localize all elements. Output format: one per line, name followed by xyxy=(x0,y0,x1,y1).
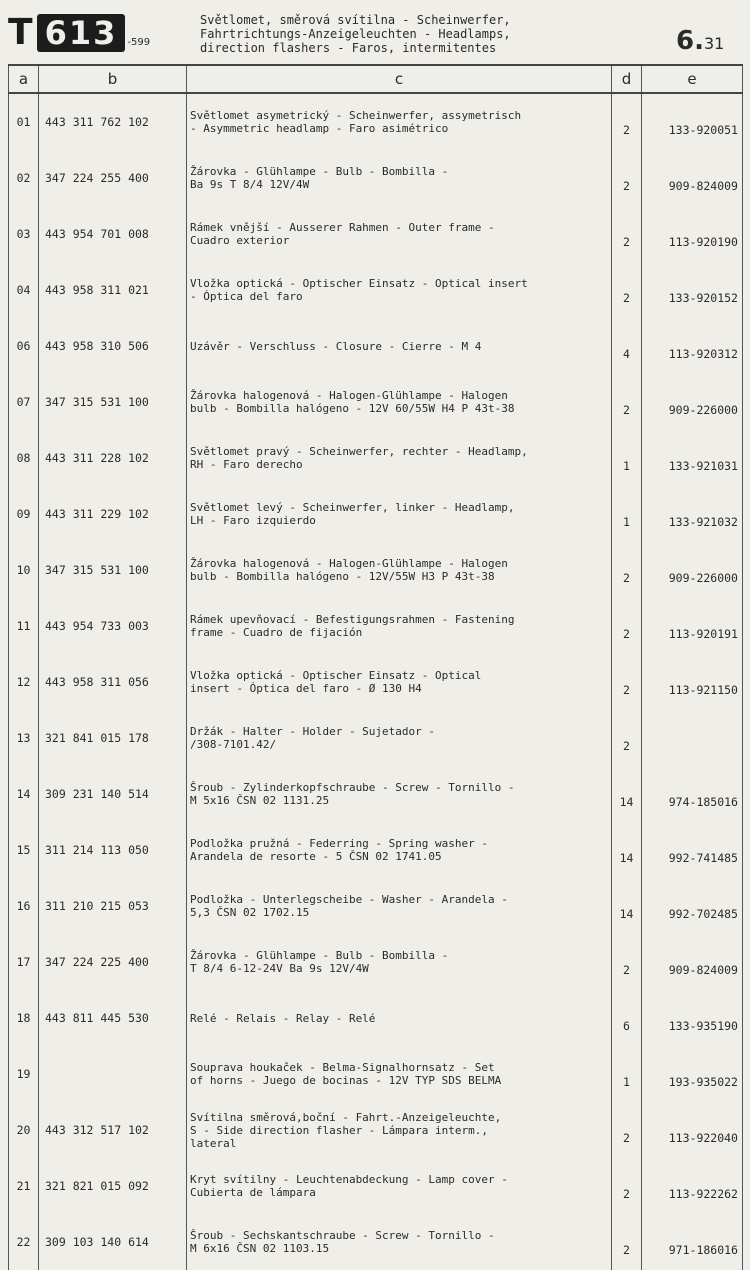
description-line: Žárovka halogenová - Halogen-Glühlampe - Halogen xyxy=(190,389,508,402)
catalog-number-cell: 992-702485 xyxy=(642,878,743,934)
part-number-cell: 347 315 531 100 xyxy=(39,542,187,598)
description-line: insert - Óptica del faro - Ø 130 H4 xyxy=(190,682,422,695)
part-number-cell: 347 224 255 400 xyxy=(39,150,187,206)
position-cell: 11 xyxy=(9,598,39,654)
part-number-cell xyxy=(39,1046,187,1102)
table-row xyxy=(9,598,743,654)
table-row xyxy=(9,878,743,934)
quantity-cell: 2 xyxy=(612,710,642,766)
position-cell: 07 xyxy=(9,374,39,430)
table-row xyxy=(9,934,743,990)
catalog-number-cell: 133-920152 xyxy=(642,262,743,318)
catalog-number-cell xyxy=(642,710,743,766)
description-line: bulb - Bombilla halógeno - 12V 60/55W H4 P 43t-38 xyxy=(190,402,515,415)
part-number-cell: 443 958 311 021 xyxy=(39,262,187,318)
col-header-d: d xyxy=(612,65,642,93)
table-header-row xyxy=(9,65,743,93)
part-number-cell: 443 958 310 506 xyxy=(39,318,187,374)
logo-letter: T xyxy=(8,12,33,53)
quantity-cell: 2 xyxy=(612,206,642,262)
table-row xyxy=(9,766,743,822)
description-line: Držák - Halter - Holder - Sujetador - xyxy=(190,725,436,738)
position-cell: 12 xyxy=(9,654,39,710)
col-header-b: b xyxy=(39,65,187,93)
part-number-cell: 443 311 228 102 xyxy=(39,430,187,486)
description-line: Vložka optická - Optischer Einsatz - Optical insert xyxy=(190,277,528,290)
position-cell: 09 xyxy=(9,486,39,542)
quantity-cell: 2 xyxy=(612,1214,642,1270)
description-cell xyxy=(187,822,612,878)
description-line: LH - Faro izquierdo xyxy=(190,514,316,527)
part-number-cell: 443 958 311 056 xyxy=(39,654,187,710)
description-line: Žárovka - Glühlampe - Bulb - Bombilla - xyxy=(190,949,449,962)
table-row xyxy=(9,318,743,374)
description-cell xyxy=(187,1102,612,1158)
page-sub: 31 xyxy=(703,34,725,53)
description-line: frame - Cuadro de fijación xyxy=(190,626,363,639)
catalog-number-cell: 113-922262 xyxy=(642,1158,743,1214)
description-cell xyxy=(187,206,612,262)
catalog-number-cell: 909-226000 xyxy=(642,542,743,598)
description-cell xyxy=(187,486,612,542)
table-row xyxy=(9,206,743,262)
description-line: Vložka optická - Optischer Einsatz - Optical xyxy=(190,669,482,682)
description-line: Rámek upevňovací - Befestigungsrahmen - Fastening xyxy=(190,613,515,626)
col-header-a: a xyxy=(9,65,39,93)
table-row xyxy=(9,1046,743,1102)
description-line: Světlomet levý - Scheinwerfer, linker - Headlamp, xyxy=(190,501,515,514)
description-line: Relé - Relais - Relay - Relé xyxy=(190,1011,376,1025)
quantity-cell: 2 xyxy=(612,1158,642,1214)
description-line: Ba 9s T 8/4 12V/4W xyxy=(190,178,310,191)
description-line: S - Side direction flasher - Lámpara interm., xyxy=(190,1123,489,1137)
catalog-number-cell: 909-824009 xyxy=(642,150,743,206)
catalog-number-cell: 193-935022 xyxy=(642,1046,743,1102)
description-line: Podložka - Unterlegscheibe - Washer - Arandela - xyxy=(190,893,508,906)
quantity-cell: 14 xyxy=(612,878,642,934)
part-number-cell: 443 954 733 003 xyxy=(39,598,187,654)
quantity-cell: 2 xyxy=(612,262,642,318)
description-cell xyxy=(187,318,612,374)
catalog-number-cell: 113-922040 xyxy=(642,1102,743,1158)
description-cell xyxy=(187,1214,612,1270)
table-row xyxy=(9,710,743,766)
quantity-cell: 2 xyxy=(612,934,642,990)
part-number-cell: 347 224 225 400 xyxy=(39,934,187,990)
description-line: Žárovka - Glühlampe - Bulb - Bombilla - xyxy=(190,165,449,178)
table-row xyxy=(9,990,743,1046)
description-line: Šroub - Zylinderkopfschraube - Screw - Tornillo - xyxy=(190,781,515,794)
position-cell: 13 xyxy=(9,710,39,766)
page-main: 6. xyxy=(676,26,704,56)
description-line: Svítilna směrová,boční - Fahrt.-Anzeigeleuchte, xyxy=(190,1110,502,1124)
col-header-e: e xyxy=(642,65,743,93)
quantity-cell: 2 xyxy=(612,374,642,430)
position-cell: 15 xyxy=(9,822,39,878)
catalog-number-cell: 133-920051 xyxy=(642,93,743,150)
table-row xyxy=(9,93,743,150)
description-line: Šroub - Sechskantschraube - Screw - Tornillo - xyxy=(190,1229,495,1242)
description-line: bulb - Bombilla halógeno - 12V/55W H3 P 43t-38 xyxy=(190,570,495,583)
position-cell: 20 xyxy=(9,1102,39,1158)
table-row xyxy=(9,654,743,710)
quantity-cell: 2 xyxy=(612,598,642,654)
description-line: Kryt svítilny - Leuchtenabdeckung - Lamp cover - xyxy=(190,1173,508,1186)
position-cell: 16 xyxy=(9,878,39,934)
description-line: Rámek vnější - Ausserer Rahmen - Outer frame - xyxy=(190,221,495,234)
part-number-cell: 311 214 113 050 xyxy=(39,822,187,878)
quantity-cell: 2 xyxy=(612,150,642,206)
table-row xyxy=(9,262,743,318)
quantity-cell: 1 xyxy=(612,486,642,542)
quantity-cell: 4 xyxy=(612,318,642,374)
description-line: Cuadro exterior xyxy=(190,234,290,247)
description-cell xyxy=(187,598,612,654)
description-line: Světlomet pravý - Scheinwerfer, rechter - Headlamp, xyxy=(190,445,528,458)
title-line: Fahrtrichtungs-Anzeigeleuchten - Headlamps, xyxy=(200,27,511,41)
description-line: M 5x16 ČSN 02 1131.25 xyxy=(190,794,330,807)
table-row xyxy=(9,486,743,542)
description-line: Cubierta de lámpara xyxy=(190,1186,316,1199)
description-line: - Óptica del faro xyxy=(190,290,303,303)
part-number-cell: 321 821 015 092 xyxy=(39,1158,187,1214)
description-cell xyxy=(187,710,612,766)
page-header xyxy=(0,0,750,62)
description-cell xyxy=(187,878,612,934)
part-number-cell: 347 315 531 100 xyxy=(39,374,187,430)
table-row xyxy=(9,150,743,206)
description-cell xyxy=(187,542,612,598)
description-cell xyxy=(187,374,612,430)
part-number-cell: 443 811 445 530 xyxy=(39,990,187,1046)
catalog-number-cell: 133-921031 xyxy=(642,430,743,486)
quantity-cell: 6 xyxy=(612,990,642,1046)
catalog-number-cell: 113-921150 xyxy=(642,654,743,710)
description-cell xyxy=(187,150,612,206)
description-line: RH - Faro derecho xyxy=(190,458,303,471)
quantity-cell: 2 xyxy=(612,542,642,598)
position-cell: 19 xyxy=(9,1046,39,1102)
part-number-cell: 443 312 517 102 xyxy=(39,1102,187,1158)
quantity-cell: 1 xyxy=(612,430,642,486)
position-cell: 01 xyxy=(9,93,39,150)
parts-table xyxy=(8,64,743,1270)
catalog-number-cell: 133-935190 xyxy=(642,990,743,1046)
description-cell xyxy=(187,430,612,486)
description-line: /308-7101.42/ xyxy=(190,738,277,751)
description-line: lateral xyxy=(190,1136,237,1150)
part-number-cell: 443 311 229 102 xyxy=(39,486,187,542)
description-cell xyxy=(187,934,612,990)
catalog-number-cell: 974-185016 xyxy=(642,766,743,822)
part-number-cell: 443 311 762 102 xyxy=(39,93,187,150)
description-line: Světlomet asymetrický - Scheinwerfer, assymetrisch xyxy=(190,109,522,122)
table-row xyxy=(9,430,743,486)
catalog-number-cell: 113-920191 xyxy=(642,598,743,654)
part-number-cell: 309 231 140 514 xyxy=(39,766,187,822)
description-cell xyxy=(187,262,612,318)
quantity-cell: 2 xyxy=(612,1102,642,1158)
table-row xyxy=(9,542,743,598)
part-number-cell: 321 841 015 178 xyxy=(39,710,187,766)
position-cell: 18 xyxy=(9,990,39,1046)
catalog-number-cell: 113-920190 xyxy=(642,206,743,262)
description-line: T 8/4 6-12-24V Ba 9s 12V/4W xyxy=(190,962,369,975)
quantity-cell: 1 xyxy=(612,1046,642,1102)
catalog-number-cell: 992-741485 xyxy=(642,822,743,878)
description-line: Uzávěr - Verschluss - Closure - Cierre - M 4 xyxy=(190,339,482,353)
catalog-number-cell: 133-921032 xyxy=(642,486,743,542)
position-cell: 10 xyxy=(9,542,39,598)
position-cell: 22 xyxy=(9,1214,39,1270)
table-row xyxy=(9,1214,743,1270)
quantity-cell: 2 xyxy=(612,93,642,150)
position-cell: 04 xyxy=(9,262,39,318)
table-row xyxy=(9,1158,743,1214)
description-cell xyxy=(187,1046,612,1102)
description-cell xyxy=(187,990,612,1046)
part-number-cell: 443 954 701 008 xyxy=(39,206,187,262)
part-number-cell: 309 103 140 614 xyxy=(39,1214,187,1270)
logo-suffix: -599 xyxy=(127,36,151,48)
position-cell: 02 xyxy=(9,150,39,206)
description-line: Žárovka halogenová - Halogen-Glühlampe - Halogen xyxy=(190,557,508,570)
quantity-cell: 14 xyxy=(612,766,642,822)
position-cell: 14 xyxy=(9,766,39,822)
page-number xyxy=(676,26,724,56)
description-line: - Asymmetric headlamp - Faro asimétrico xyxy=(190,122,449,135)
position-cell: 08 xyxy=(9,430,39,486)
section-title xyxy=(200,13,600,55)
quantity-cell: 2 xyxy=(612,654,642,710)
catalog-number-cell: 909-226000 xyxy=(642,374,743,430)
table-row xyxy=(9,822,743,878)
description-line: Souprava houkaček - Belma-Signalhornsatz - Set xyxy=(190,1061,495,1074)
part-number-cell: 311 210 215 053 xyxy=(39,878,187,934)
description-line: 5,3 ČSN 02 1702.15 xyxy=(190,906,310,919)
title-line: direction flashers - Faros, intermitentes xyxy=(200,41,497,55)
description-line: Arandela de resorte - 5 ČSN 02 1741.05 xyxy=(190,850,442,863)
position-cell: 21 xyxy=(9,1158,39,1214)
table-row xyxy=(9,1102,743,1158)
col-header-c: c xyxy=(187,65,612,93)
description-line: of horns - Juego de bocinas - 12V TYP SDS BELMA xyxy=(190,1074,502,1087)
logo-model: 613 xyxy=(37,14,126,52)
position-cell: 06 xyxy=(9,318,39,374)
description-cell xyxy=(187,654,612,710)
title-line: Světlomet, směrová svítilna - Scheinwerfer, xyxy=(200,13,511,27)
description-line: M 6x16 ČSN 02 1103.15 xyxy=(190,1242,330,1255)
position-cell: 03 xyxy=(9,206,39,262)
table-row xyxy=(9,374,743,430)
catalog-number-cell: 971-186016 xyxy=(642,1214,743,1270)
quantity-cell: 14 xyxy=(612,822,642,878)
description-line: Podložka pružná - Federring - Spring washer - xyxy=(190,837,489,850)
description-cell xyxy=(187,766,612,822)
catalog-number-cell: 113-920312 xyxy=(642,318,743,374)
t613-logo xyxy=(8,14,150,52)
description-cell xyxy=(187,93,612,150)
description-cell xyxy=(187,1158,612,1214)
position-cell: 17 xyxy=(9,934,39,990)
catalog-number-cell: 909-824009 xyxy=(642,934,743,990)
